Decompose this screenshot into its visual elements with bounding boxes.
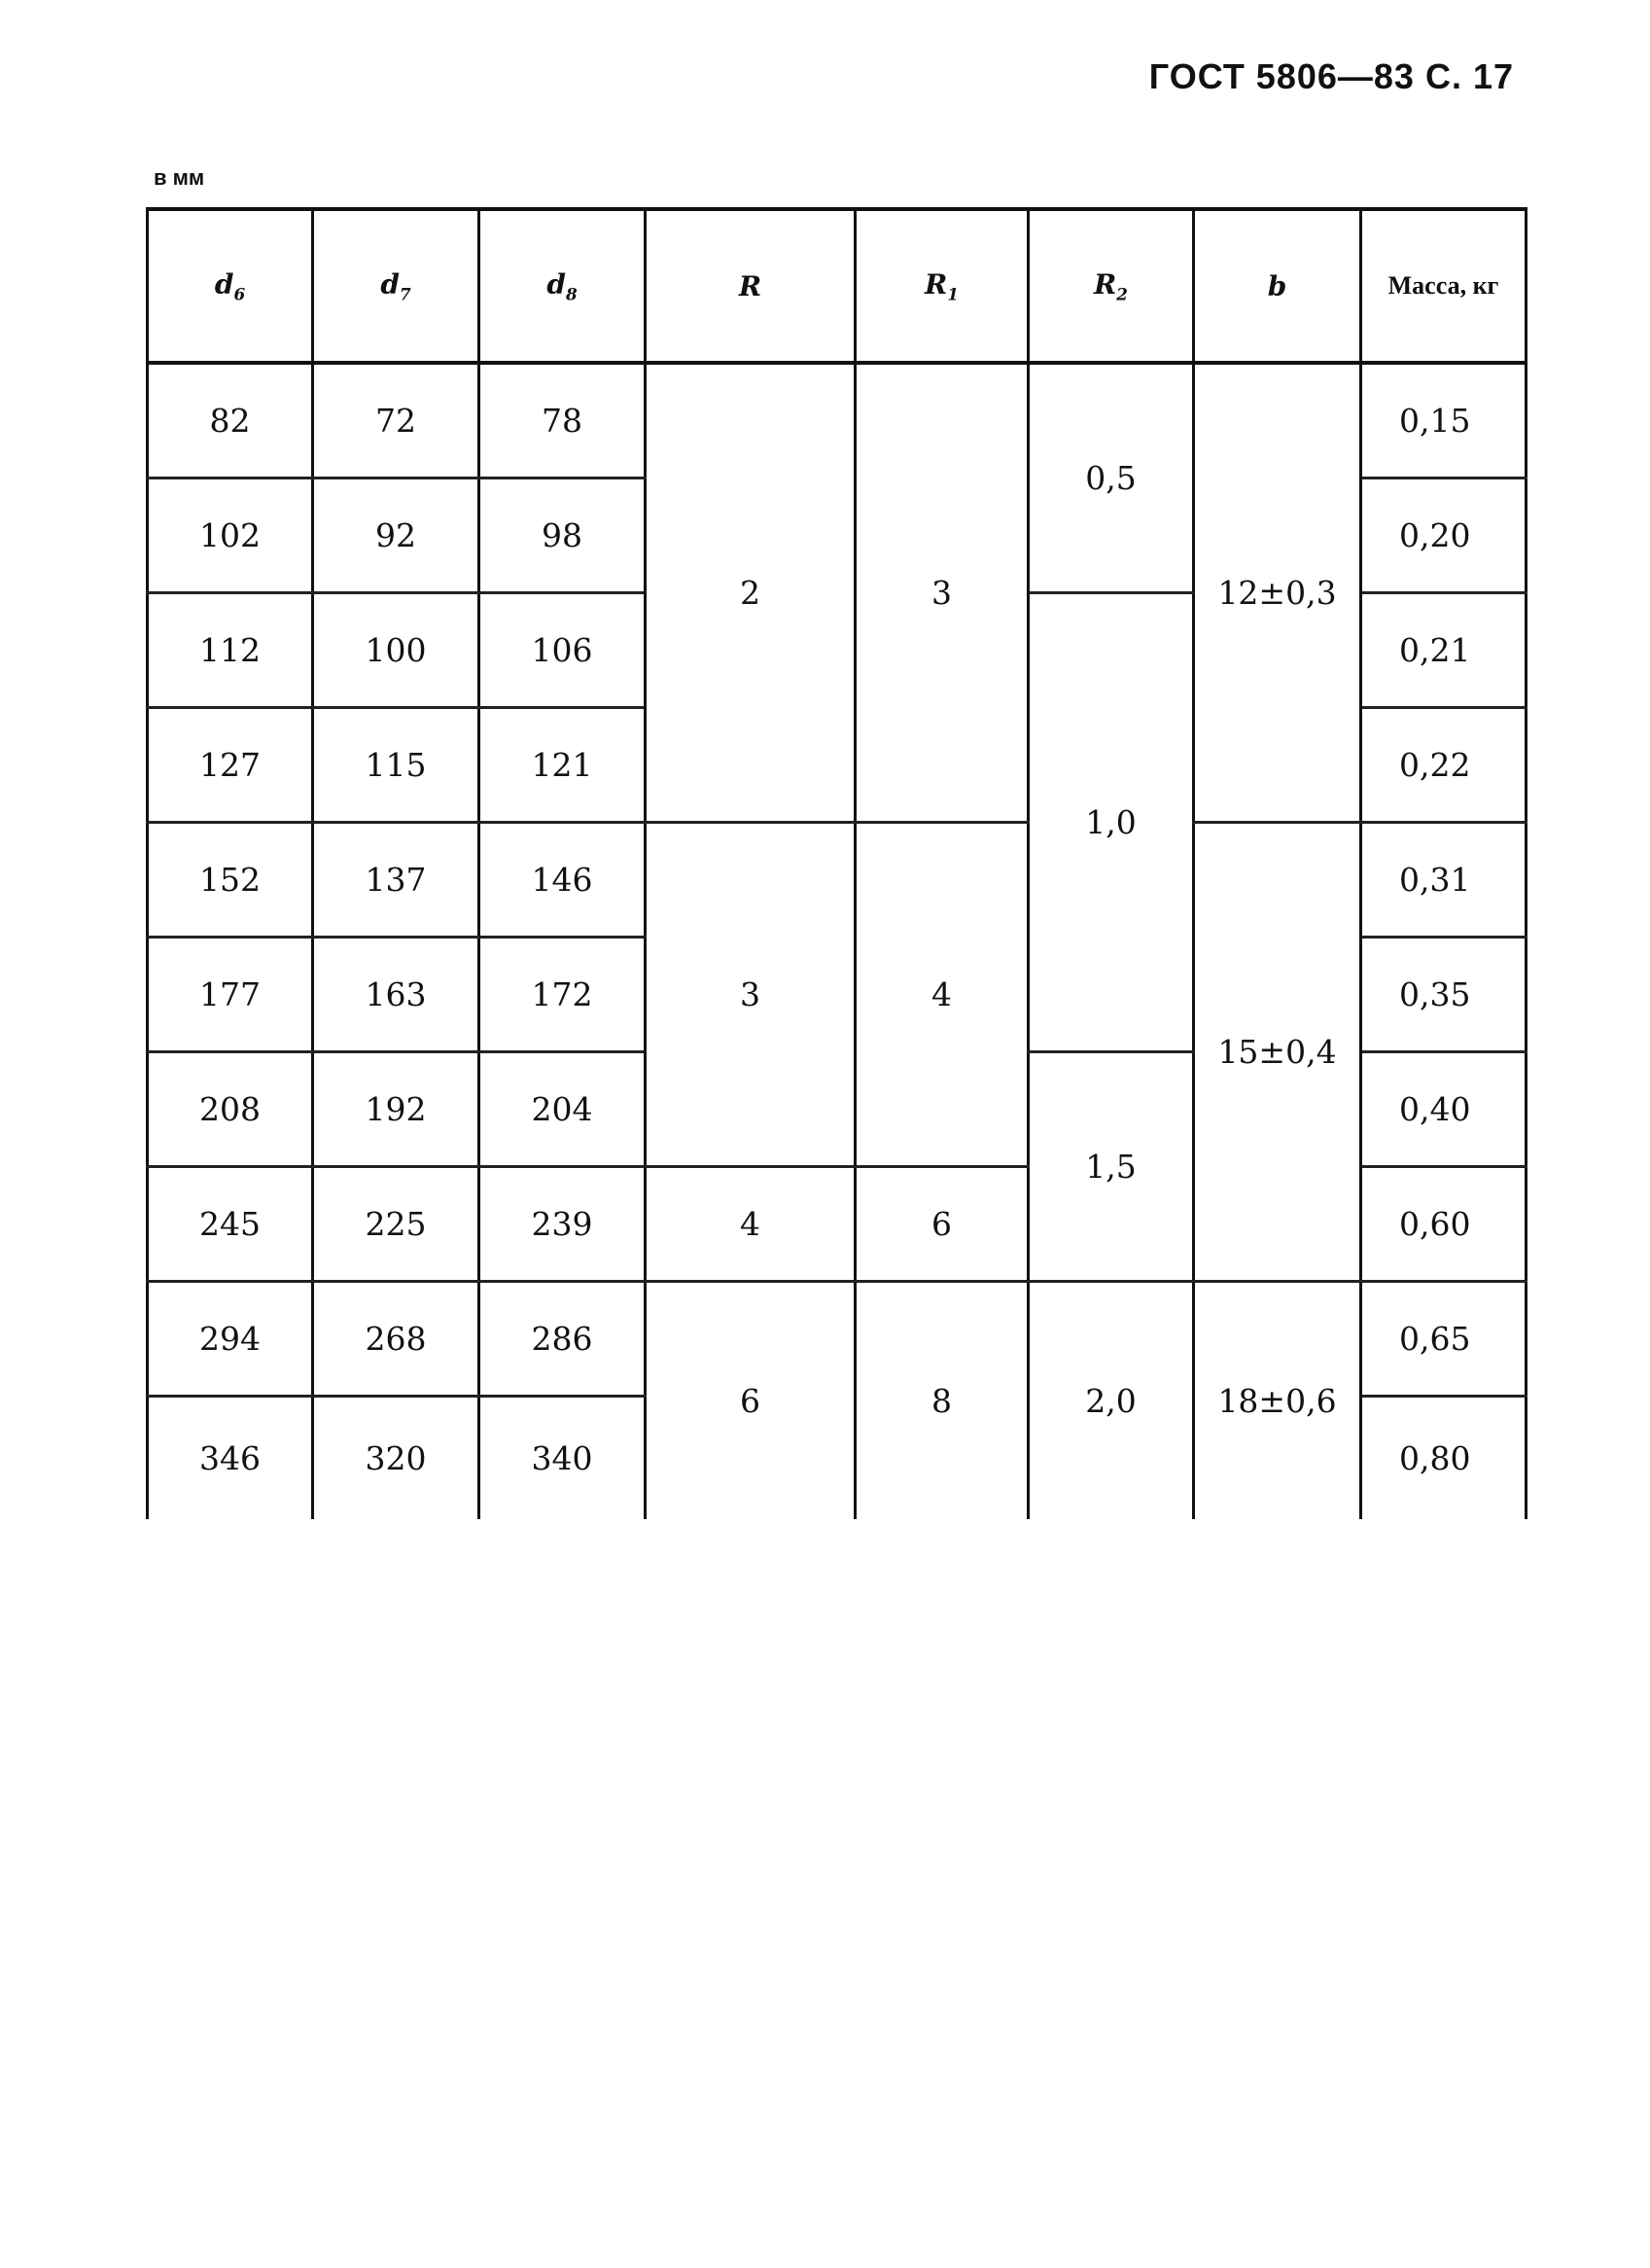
table-row bbox=[148, 823, 1527, 938]
cell-R2: 0,5 bbox=[1029, 363, 1194, 593]
cell-d6: 177 bbox=[148, 938, 313, 1052]
cell-d7: 100 bbox=[313, 593, 479, 708]
cell-d8: 286 bbox=[479, 1282, 646, 1397]
header-subscript: 8 bbox=[565, 284, 578, 304]
cell-d8: 204 bbox=[479, 1052, 646, 1167]
cell-d8: 78 bbox=[479, 363, 646, 478]
dimensions-table bbox=[146, 207, 1527, 1519]
cell-d7: 268 bbox=[313, 1282, 479, 1397]
header-subscript: 2 bbox=[1116, 284, 1128, 304]
header-mass: Масса, кг bbox=[1361, 209, 1527, 363]
cell-R1: 8 bbox=[856, 1282, 1029, 1520]
cell-d8: 172 bbox=[479, 938, 646, 1052]
cell-d6: 294 bbox=[148, 1282, 313, 1397]
units-label: в мм bbox=[154, 165, 205, 190]
cell-d8: 121 bbox=[479, 708, 646, 823]
cell-b: 15±0,4 bbox=[1194, 823, 1361, 1282]
header-d8: $d_8$ bbox=[479, 209, 646, 363]
cell-mass: 0,31 bbox=[1361, 823, 1527, 938]
cell-d7: 137 bbox=[313, 823, 479, 938]
cell-mass: 0,60 bbox=[1361, 1167, 1527, 1282]
header-row bbox=[148, 209, 1527, 363]
cell-d7: 92 bbox=[313, 478, 479, 593]
table-row bbox=[148, 1282, 1527, 1397]
cell-R: 6 bbox=[646, 1282, 856, 1520]
header-R2: $R_2$ bbox=[1029, 209, 1194, 363]
header-b: b bbox=[1194, 209, 1361, 363]
cell-R: 2 bbox=[646, 363, 856, 823]
header-R1: $R_1$ bbox=[856, 209, 1029, 363]
cell-b: 12±0,3 bbox=[1194, 363, 1361, 823]
cell-R1: 4 bbox=[856, 823, 1029, 1167]
cell-R1: 6 bbox=[856, 1167, 1029, 1282]
cell-d7: 163 bbox=[313, 938, 479, 1052]
cell-mass: 0,21 bbox=[1361, 593, 1527, 708]
cell-d8: 239 bbox=[479, 1167, 646, 1282]
cell-b: 18±0,6 bbox=[1194, 1282, 1361, 1520]
cell-d8: 106 bbox=[479, 593, 646, 708]
cell-R2: 1,0 bbox=[1029, 593, 1194, 1052]
cell-d7: 192 bbox=[313, 1052, 479, 1167]
cell-mass: 0,40 bbox=[1361, 1052, 1527, 1167]
header-subscript: 6 bbox=[233, 284, 246, 304]
cell-mass: 0,22 bbox=[1361, 708, 1527, 823]
cell-R1: 3 bbox=[856, 363, 1029, 823]
cell-d6: 82 bbox=[148, 363, 313, 478]
cell-R: 4 bbox=[646, 1167, 856, 1282]
header-R: R bbox=[646, 209, 856, 363]
cell-R: 3 bbox=[646, 823, 856, 1167]
cell-mass: 0,35 bbox=[1361, 938, 1527, 1052]
cell-d6: 208 bbox=[148, 1052, 313, 1167]
cell-d7: 225 bbox=[313, 1167, 479, 1282]
cell-mass: 0,65 bbox=[1361, 1282, 1527, 1397]
cell-d8: 146 bbox=[479, 823, 646, 938]
cell-R2: 1,5 bbox=[1029, 1052, 1194, 1282]
page-header: ГОСТ 5806—83 С. 17 bbox=[1148, 56, 1514, 96]
cell-d6: 127 bbox=[148, 708, 313, 823]
table-row bbox=[148, 363, 1527, 478]
cell-mass: 0,15 bbox=[1361, 363, 1527, 478]
header-d6: $d_6$ bbox=[148, 209, 313, 363]
cell-d6: 245 bbox=[148, 1167, 313, 1282]
cell-d7: 72 bbox=[313, 363, 479, 478]
cell-d8: 98 bbox=[479, 478, 646, 593]
cell-d6: 346 bbox=[148, 1397, 313, 1520]
cell-d8: 340 bbox=[479, 1397, 646, 1520]
cell-d6: 102 bbox=[148, 478, 313, 593]
header-subscript: 7 bbox=[399, 284, 411, 304]
cell-d7: 115 bbox=[313, 708, 479, 823]
cell-mass: 0,80 bbox=[1361, 1397, 1527, 1520]
cell-R2: 2,0 bbox=[1029, 1282, 1194, 1520]
cell-d7: 320 bbox=[313, 1397, 479, 1520]
header-subscript: 1 bbox=[947, 284, 959, 304]
cell-mass: 0,20 bbox=[1361, 478, 1527, 593]
cell-d6: 112 bbox=[148, 593, 313, 708]
cell-d6: 152 bbox=[148, 823, 313, 938]
header-d7: $d_7$ bbox=[313, 209, 479, 363]
